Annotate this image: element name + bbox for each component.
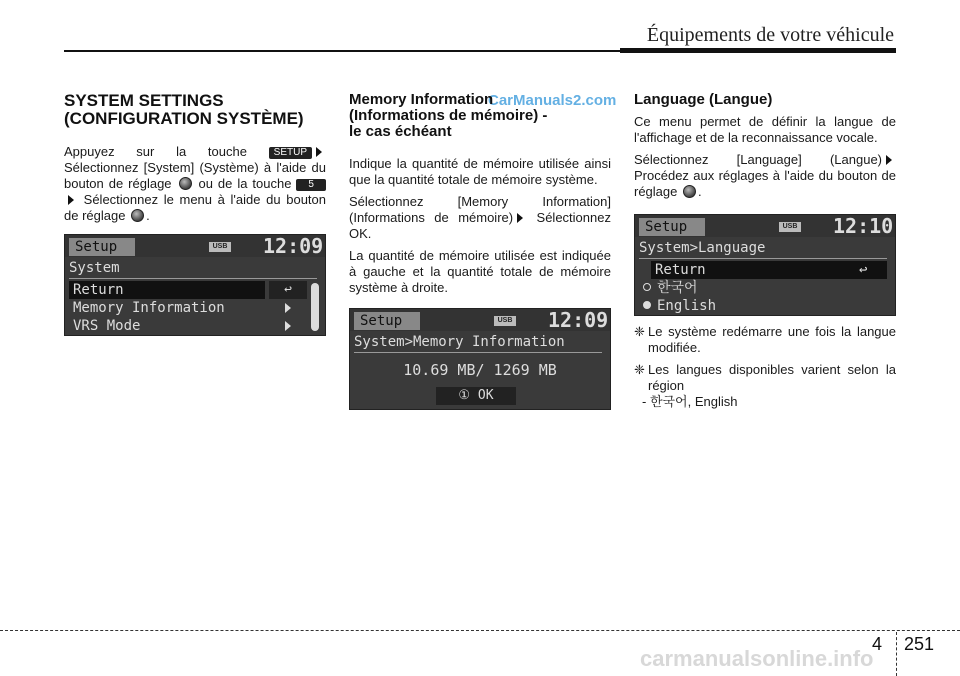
language-option-english[interactable] <box>639 297 839 315</box>
radio-on-icon <box>643 301 651 309</box>
usb-icon: USB <box>494 316 516 326</box>
tune-knob-icon <box>179 177 192 190</box>
paragraph: La quantité de mémoire utilisée est indiquée à gauche et la quantité totale de mémoire système à droite. <box>349 248 611 295</box>
note-icon: ❈ <box>634 362 645 377</box>
back-icon[interactable]: ↩ <box>859 262 868 278</box>
option-label: 한국어 <box>657 280 698 296</box>
option-label: English <box>657 298 717 314</box>
column-language <box>634 92 896 410</box>
section-heading: Language (Langue) <box>634 91 773 108</box>
note-icon: ❈ <box>634 324 645 339</box>
column-system-settings <box>64 92 326 336</box>
text: Sélectionnez [System] (Système) à l'aide du bouton de réglage <box>64 160 326 191</box>
screen-divider <box>69 278 317 279</box>
screen-tab: Setup <box>354 312 420 330</box>
text: Procédez aux réglages à l'aide du bouton de réglage <box>634 168 896 199</box>
watermark: CarManuals2.com <box>488 92 617 109</box>
heading-line-2: (CONFIGURATION SYSTÈME) <box>64 109 304 128</box>
text: Sélectionnez le menu à l'aide du bouton de réglage <box>64 192 326 223</box>
paragraph: Ce menu permet de définir la langue de l'affichage et de la reconnaissance vocale. <box>634 114 896 145</box>
footer-separator <box>896 632 897 676</box>
number-key-icon: ① <box>458 388 471 403</box>
instructions-paragraph <box>64 144 326 224</box>
screen-clock: 12:10 <box>833 214 894 238</box>
chapter-number: 4 <box>872 634 883 654</box>
heading-line-3: le cas échéant <box>349 123 452 140</box>
text: . <box>146 208 150 223</box>
language-option-korean[interactable] <box>639 279 839 297</box>
back-icon[interactable]: ↩ <box>269 281 307 299</box>
radio-off-icon <box>643 283 651 291</box>
paragraph <box>349 194 611 242</box>
bottom-watermark: carmanualsonline.info <box>640 646 874 671</box>
text: Sélectionnez OK. <box>349 210 611 241</box>
screen-title: System>Language <box>639 240 766 256</box>
language-list: - 한국어, English <box>642 394 738 409</box>
heading-line-2: (Informations de mémoire) - <box>349 107 548 124</box>
page-number: 251 <box>904 634 935 654</box>
text: Sélectionnez [Memory Information] (Informations de mémoire) <box>349 194 611 225</box>
arrow-right-icon <box>316 147 322 157</box>
menu-item-vrs-mode[interactable]: VRS Mode <box>73 318 141 334</box>
footer-divider <box>0 630 960 631</box>
note-text: Le système redémarre une fois la langue modifiée. <box>648 324 896 355</box>
screen-tab: Setup <box>69 238 135 256</box>
text: Appuyez sur la touche <box>64 144 247 159</box>
menu-item-return[interactable]: Return <box>651 261 887 279</box>
scrollbar[interactable] <box>311 283 319 331</box>
text: . <box>698 184 702 199</box>
note <box>634 362 896 394</box>
column-memory-information <box>349 92 611 410</box>
header-rule-accent <box>620 48 896 53</box>
heading-line-1: Memory Information <box>349 91 494 108</box>
screen-divider <box>354 352 602 353</box>
usb-icon: USB <box>209 242 231 252</box>
text: Sélectionnez [Language] (Langue) <box>634 152 882 167</box>
text: ou de la touche <box>198 176 292 191</box>
tune-knob-icon <box>131 209 144 222</box>
menu-item-return[interactable]: Return <box>69 281 265 299</box>
arrow-right-icon <box>68 195 74 205</box>
screen-divider <box>639 258 887 259</box>
arrow-right-icon <box>886 155 892 165</box>
screen-memory-information <box>349 308 611 410</box>
heading-line-1: SYSTEM SETTINGS <box>64 91 224 110</box>
section-heading <box>64 92 326 128</box>
screen-tab: Setup <box>639 218 705 236</box>
usb-icon: USB <box>779 222 801 232</box>
screen-title: System>Memory Information <box>354 334 565 350</box>
screen-system-menu <box>64 234 326 336</box>
ok-button[interactable] <box>436 387 516 405</box>
tune-knob-icon <box>683 185 696 198</box>
setup-key-icon: SETUP <box>269 147 312 159</box>
number-key-icon: 5 <box>296 179 326 191</box>
chevron-right-icon <box>285 303 291 313</box>
screen-title: System <box>69 260 120 276</box>
paragraph <box>634 152 896 200</box>
ok-label: OK <box>477 388 494 403</box>
note <box>634 324 896 356</box>
page-header-title: Équipements de votre véhicule <box>646 24 894 46</box>
paragraph: Indique la quantité de mémoire utilisée ainsi que la quantité totale de mémoire système. <box>349 156 611 187</box>
screen-clock: 12:09 <box>548 308 609 332</box>
memory-usage-value: 10.69 MB/ 1269 MB <box>403 361 557 379</box>
screen-language <box>634 214 896 316</box>
section-heading <box>349 92 611 140</box>
menu-item-memory-information[interactable]: Memory Information <box>73 300 225 316</box>
screen-clock: 12:09 <box>263 234 324 258</box>
arrow-right-icon <box>517 213 523 223</box>
note-text: Les langues disponibles varient selon la région <box>648 362 896 393</box>
chevron-right-icon <box>285 321 291 331</box>
